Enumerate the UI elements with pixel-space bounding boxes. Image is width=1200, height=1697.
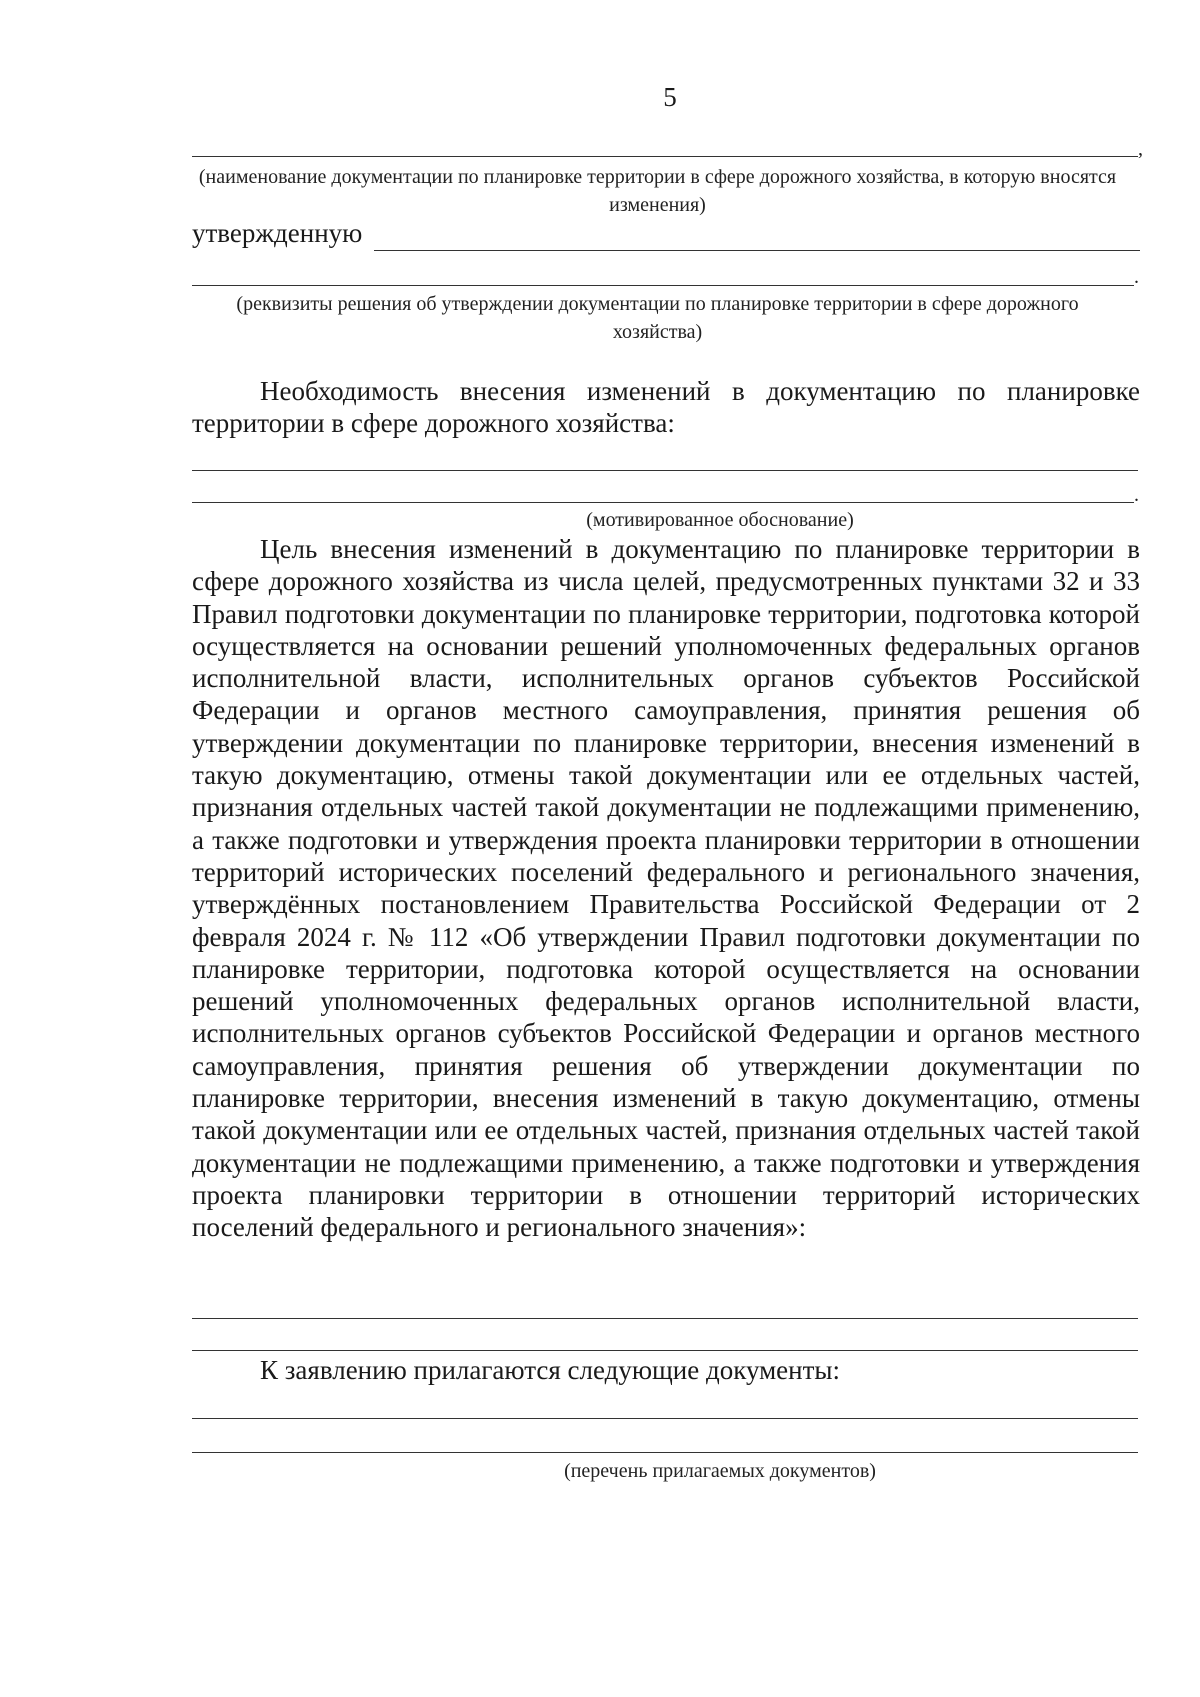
requisites-period: . [1134,266,1139,288]
attachments-blank-line-2 [192,1452,1138,1453]
purpose-blank-line-1 [192,1318,1138,1319]
attachments-caption: (перечень прилагаемых документов) [564,1460,876,1482]
doc-name-comma: , [1138,138,1143,160]
necessity-paragraph: Необходимость внесения изменений в документацию по планировке территории в сфере дорожного хозяйства: [192,376,1140,439]
doc-name-caption: (наименование документации по планировке территории в сфере дорожного хозяйства, в которую вносятся изменения) [198,166,1117,216]
page-number: 5 [663,82,677,112]
justification-blank-line-1 [192,470,1138,471]
justification-blank-line-2 [192,502,1134,503]
attachments-paragraph: К заявлению прилагаются следующие документы: [260,1355,841,1385]
justification-period: . [1134,484,1139,506]
purpose-blank-line-2 [192,1350,1138,1351]
requisites-blank-line [192,285,1134,286]
requisites-caption: (реквизиты решения об утверждении документации по планировке территории в сфере дорожного хозяйства) [236,293,1079,343]
justification-caption: (мотивированное обоснование) [586,509,854,531]
purpose-paragraph: Цель внесения изменений в документацию по планировке территории в сфере дорожного хозяйства из числа целей, предусмотренных пунктами 32 и 33 Правил подготовки документации по планировке территории, подготовка которой осуществляется на основании решений уполномоченных федеральных органов исполнительной власти, исполнительных органов субъектов Российской Федерации и органов местного самоуправления, принятия решения об утверждении документации по планировке территории, внесения изменений в такую документацию, отмены такой документации или ее отдельных частей, признания отдельных частей такой документации не подлежащими применению, а также подготовки и утверждения проекта планировки территории в отношении территорий исторических поселений федерального и регионального значения, утверждённых постановлением Правительства Российской Федерации от 2 февраля 2024 г. № 112 «Об утверждении Правил подготовки документации по планировке территории, подготовка которой осуществляется на основании решений уполномоченных федеральных органов исполнительной власти, исполнительных органов субъектов Российской Федерации и органов местного самоуправления, принятия решения об утверждении документации по планировке территории, внесения изменений в такую документацию, отмены такой документации или ее отдельных частей, признания отдельных частей такой документации не подлежащими применению, а также подготовки и утверждения проекта планировки территории в отношении территорий исторических поселений федерального и регионального значения»: [192,534,1140,1243]
approved-blank-line [374,250,1140,251]
attachments-blank-line-1 [192,1418,1138,1419]
doc-name-blank-line [192,156,1138,157]
approved-label: утвержденную [192,218,363,248]
